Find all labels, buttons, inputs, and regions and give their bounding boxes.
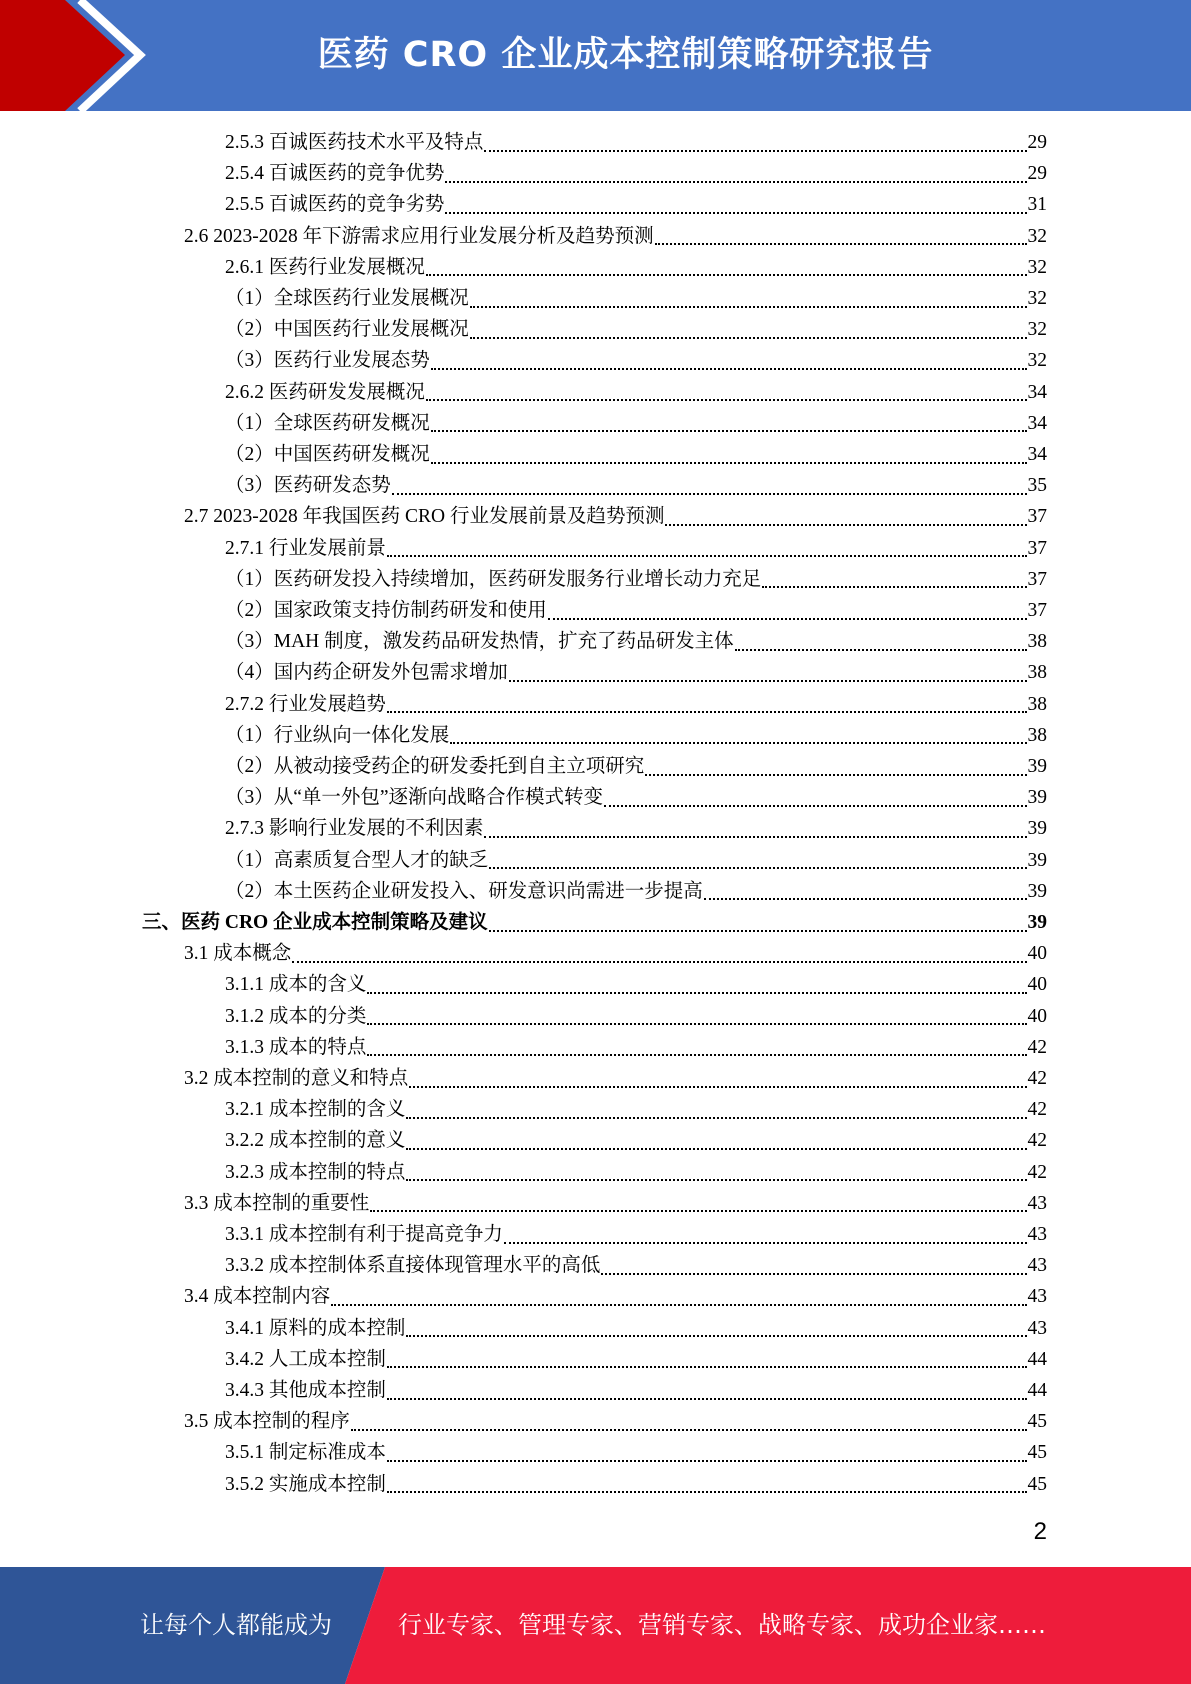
toc-entry-title: （2）中国医药研发概况: [225, 444, 430, 465]
toc-entry-page: 39: [1027, 849, 1047, 871]
toc-dot-leader: [484, 150, 1026, 152]
toc-entry-title: 3.4.2 人工成本控制: [225, 1348, 386, 1370]
toc-entry[interactable]: [225, 720, 1047, 751]
toc-entry[interactable]: [225, 564, 1047, 595]
toc-dot-leader: [735, 649, 1027, 651]
toc-entry-title: 2.5.3 百诚医药技术水平及特点: [225, 132, 484, 153]
toc-entry[interactable]: [225, 876, 1047, 907]
toc-dot-leader: [367, 1054, 1026, 1056]
toc-dot-leader: [645, 774, 1026, 776]
toc-entry-title: （1）行业纵向一体化发展: [225, 724, 450, 746]
toc-entry[interactable]: [225, 377, 1047, 408]
toc-entry-page: 39: [1027, 756, 1047, 777]
toc-dot-leader: [601, 1273, 1026, 1275]
toc-entry-title: 2.7.1 行业发展前景: [225, 537, 386, 559]
toc-dot-leader: [370, 1210, 1026, 1212]
toc-entry[interactable]: [184, 1406, 1047, 1437]
toc-dot-leader: [431, 430, 1027, 432]
toc-dot-leader: [426, 274, 1027, 276]
toc-entry-page: 34: [1027, 444, 1047, 465]
toc-entry-page: 43: [1027, 1192, 1047, 1214]
toc-entry[interactable]: [225, 969, 1047, 1000]
toc-entry[interactable]: [225, 657, 1047, 688]
toc-dot-leader: [548, 618, 1027, 620]
toc-dot-leader: [392, 493, 1027, 495]
toc-dot-leader: [604, 805, 1026, 807]
toc-entry-page: 45: [1027, 1442, 1047, 1464]
toc-dot-leader: [387, 1398, 1027, 1400]
footer-slogan-right: 行业专家、管理专家、营销专家、战略专家、成功企业家……: [398, 1611, 1046, 1639]
toc-entry[interactable]: [225, 439, 1047, 470]
toc-entry[interactable]: [225, 751, 1047, 782]
toc-entry[interactable]: [225, 1219, 1047, 1250]
toc-entry-page: 43: [1027, 1224, 1047, 1245]
toc-entry-title: 三、医药 CRO 企业成本控制策略及建议: [142, 912, 488, 933]
toc-entry[interactable]: [225, 1313, 1047, 1344]
page-number: 2: [1033, 1518, 1047, 1545]
toc-entry-title: 3.5.2 实施成本控制: [225, 1473, 386, 1495]
toc-entry[interactable]: [184, 1281, 1047, 1312]
toc-entry-title: 3.4 成本控制内容: [184, 1286, 331, 1308]
toc-entry-title: 3.2.2 成本控制的意义: [225, 1130, 406, 1152]
toc-dot-leader: [387, 1366, 1027, 1368]
toc-entry-page: 39: [1027, 880, 1047, 902]
toc-entry[interactable]: [225, 1344, 1047, 1375]
toc-entry-page: 37: [1027, 506, 1047, 528]
toc-dot-leader: [387, 1491, 1027, 1493]
toc-entry-title: 3.5 成本控制的程序: [184, 1411, 350, 1433]
toc-dot-leader: [484, 836, 1026, 838]
toc-dot-leader: [292, 961, 1026, 963]
toc-entry-page: 32: [1027, 288, 1047, 309]
toc-dot-leader: [470, 306, 1027, 308]
toc-dot-leader: [445, 212, 1026, 214]
toc-dot-leader: [387, 711, 1027, 713]
toc-dot-leader: [762, 586, 1026, 588]
toc-entry-title: 3.4.3 其他成本控制: [225, 1380, 386, 1401]
toc-entry-page: 32: [1027, 350, 1047, 372]
toc-dot-leader: [431, 368, 1027, 370]
toc-entry-title: （4）国内药企研发外包需求增加: [225, 662, 508, 684]
toc-entry-page: 31: [1027, 194, 1047, 216]
toc-dot-leader: [387, 1460, 1027, 1462]
toc-dot-leader: [406, 1179, 1026, 1181]
toc-entry[interactable]: [225, 1437, 1047, 1468]
toc-entry[interactable]: [142, 907, 1047, 938]
toc-dot-leader: [406, 1148, 1026, 1150]
toc-entry-page: 42: [1027, 1036, 1047, 1058]
toc-entry-page: 40: [1027, 974, 1047, 996]
toc-entry-title: 2.7 2023-2028 年我国医药 CRO 行业发展前景及趋势预测: [184, 506, 665, 528]
toc-dot-leader: [489, 930, 1027, 932]
toc-dot-leader: [655, 243, 1027, 245]
toc-entry-title: 3.2.1 成本控制的含义: [225, 1099, 406, 1121]
toc-entry-page: 38: [1027, 693, 1047, 715]
toc-dot-leader: [331, 1304, 1026, 1306]
toc-dot-leader: [431, 462, 1027, 464]
toc-dot-leader: [367, 992, 1026, 994]
toc-entry[interactable]: [225, 314, 1047, 345]
toc-dot-leader: [445, 181, 1026, 183]
toc-entry-title: （2）从被动接受药企的研发委托到自主立项研究: [225, 756, 645, 777]
toc-dot-leader: [704, 898, 1027, 900]
toc-entry-page: 43: [1027, 1286, 1047, 1308]
toc-entry-title: （2）国家政策支持仿制药研发和使用: [225, 600, 547, 621]
toc-entry-title: 3.3 成本控制的重要性: [184, 1192, 370, 1214]
toc-entry-title: 3.3.2 成本控制体系直接体现管理水平的高低: [225, 1255, 601, 1277]
toc-dot-leader: [426, 399, 1027, 401]
toc-entry[interactable]: [225, 252, 1047, 283]
toc-entry-page: 34: [1027, 381, 1047, 403]
toc-entry-page: 37: [1027, 568, 1047, 590]
toc-entry[interactable]: [225, 189, 1047, 220]
toc-entry-title: 3.1 成本概念: [184, 943, 292, 965]
toc-entry[interactable]: [225, 595, 1047, 626]
toc-entry-page: 38: [1027, 724, 1047, 746]
toc-dot-leader: [665, 524, 1026, 526]
page-footer: [0, 1567, 1191, 1684]
toc-entry-title: 3.4.1 原料的成本控制: [225, 1317, 406, 1339]
toc-entry-title: 2.6.1 医药行业发展概况: [225, 256, 425, 278]
toc-entry-title: 2.6 2023-2028 年下游需求应用行业发展分析及趋势预测: [184, 225, 654, 247]
toc-entry-title: （2）中国医药行业发展概况: [225, 319, 469, 341]
toc-entry-page: 43: [1027, 1255, 1047, 1277]
toc-dot-leader: [367, 1023, 1026, 1025]
toc-dot-leader: [406, 1335, 1026, 1337]
toc-entry-title: 3.1.2 成本的分类: [225, 1005, 367, 1027]
toc-entry-page: 35: [1027, 475, 1047, 497]
toc-entry-page: 39: [1027, 787, 1047, 809]
toc-entry-title: （3）从“单一外包”逐渐向战略合作模式转变: [225, 787, 604, 809]
toc-entry-page: 32: [1027, 256, 1047, 278]
report-title: 医药 CRO 企业成本控制策略研究报告: [317, 35, 934, 75]
toc-entry-title: （3）MAH 制度，激发药品研发热情，扩充了药品研发主体: [225, 631, 734, 653]
toc-entry-title: 2.7.3 影响行业发展的不利因素: [225, 818, 484, 840]
toc-entry[interactable]: [184, 221, 1047, 252]
toc-entry[interactable]: [225, 813, 1047, 844]
toc-entry-title: 3.2 成本控制的意义和特点: [184, 1068, 409, 1089]
toc-entry-title: （1）高素质复合型人才的缺乏: [225, 849, 489, 871]
toc-entry[interactable]: [225, 782, 1047, 813]
toc-entry-title: （3）医药行业发展态势: [225, 350, 430, 372]
toc-entry[interactable]: [225, 1001, 1047, 1032]
page-header: [0, 0, 1191, 111]
toc-entry-title: 2.5.5 百诚医药的竞争劣势: [225, 194, 445, 216]
toc-entry[interactable]: [184, 938, 1047, 969]
toc-dot-leader: [387, 555, 1027, 557]
toc-entry-page: 34: [1027, 412, 1047, 434]
toc-entry[interactable]: [225, 626, 1047, 657]
toc-entry-page: 37: [1027, 537, 1047, 559]
toc-entry-title: （1）全球医药研发概况: [225, 412, 430, 434]
toc-entry-title: （1）全球医药行业发展概况: [225, 288, 469, 309]
toc-entry-page: 32: [1027, 319, 1047, 341]
toc-entry[interactable]: [225, 1469, 1047, 1500]
toc-entry-title: 2.5.4 百诚医药的竞争优势: [225, 163, 445, 185]
toc-entry[interactable]: [225, 1157, 1047, 1188]
toc-entry[interactable]: [225, 1094, 1047, 1125]
toc-entry-page: 38: [1027, 631, 1047, 653]
toc-entry-title: （3）医药研发态势: [225, 475, 391, 497]
toc-entry-page: 39: [1027, 818, 1047, 840]
toc-entry-page: 42: [1027, 1130, 1047, 1152]
toc-entry-page: 37: [1027, 600, 1047, 621]
toc-entry-title: 3.2.3 成本控制的特点: [225, 1161, 406, 1183]
toc-entry-page: 32: [1027, 225, 1047, 247]
toc-entry-page: 38: [1027, 662, 1047, 684]
toc-entry[interactable]: [225, 345, 1047, 376]
toc-entry-page: 40: [1027, 943, 1047, 965]
toc-dot-leader: [509, 680, 1027, 682]
toc-entry-title: （2）本土医药企业研发投入、研发意识尚需进一步提高: [225, 880, 703, 902]
toc-entry[interactable]: [225, 1250, 1047, 1281]
toc-entry-title: 2.6.2 医药研发发展概况: [225, 381, 425, 403]
toc-entry-page: 43: [1027, 1317, 1047, 1339]
toc-entry[interactable]: [225, 533, 1047, 564]
toc-entry[interactable]: [225, 470, 1047, 501]
toc-entry-page: 40: [1027, 1005, 1047, 1027]
toc-entry-page: 42: [1027, 1161, 1047, 1183]
toc-entry-title: 3.3.1 成本控制有利于提高竞争力: [225, 1224, 503, 1245]
toc-entry-page: 45: [1027, 1411, 1047, 1433]
toc-entry-title: 2.7.2 行业发展趋势: [225, 693, 386, 715]
toc-entry-page: 39: [1027, 912, 1047, 933]
toc-entry-title: 3.1.3 成本的特点: [225, 1036, 367, 1058]
toc-entry[interactable]: [225, 127, 1047, 158]
toc-entry-page: 44: [1027, 1380, 1047, 1401]
toc-entry[interactable]: [225, 283, 1047, 314]
toc-entry-title: 3.1.1 成本的含义: [225, 974, 367, 996]
footer-slogan-left: 让每个人都能成为: [140, 1611, 332, 1639]
toc-dot-leader: [470, 337, 1027, 339]
toc-entry-page: 29: [1027, 163, 1047, 185]
toc-dot-leader: [406, 1117, 1026, 1119]
toc-entry-page: 42: [1027, 1099, 1047, 1121]
toc-entry[interactable]: [225, 1375, 1047, 1406]
toc-entry-title: 3.5.1 制定标准成本: [225, 1442, 386, 1464]
toc-entry[interactable]: [184, 501, 1047, 532]
toc-entry[interactable]: [225, 158, 1047, 189]
toc-dot-leader: [504, 1242, 1027, 1244]
toc-entry-page: 42: [1027, 1068, 1047, 1089]
toc-dot-leader: [489, 867, 1026, 869]
toc-entry-title: （1）医药研发投入持续增加，医药研发服务行业增长动力充足: [225, 568, 762, 590]
toc-entry-page: 29: [1027, 132, 1047, 153]
toc-dot-leader: [351, 1429, 1027, 1431]
toc-dot-leader: [409, 1086, 1026, 1088]
toc-entry[interactable]: [225, 408, 1047, 439]
toc-entry[interactable]: [225, 689, 1047, 720]
toc-entry[interactable]: [225, 845, 1047, 876]
toc-entry[interactable]: [225, 1125, 1047, 1156]
toc-entry-page: 44: [1027, 1348, 1047, 1370]
toc-entry[interactable]: [225, 1032, 1047, 1063]
toc-entry[interactable]: [184, 1188, 1047, 1219]
toc-entry-page: 45: [1027, 1473, 1047, 1495]
toc-dot-leader: [450, 742, 1026, 744]
toc-entry[interactable]: [184, 1063, 1047, 1094]
